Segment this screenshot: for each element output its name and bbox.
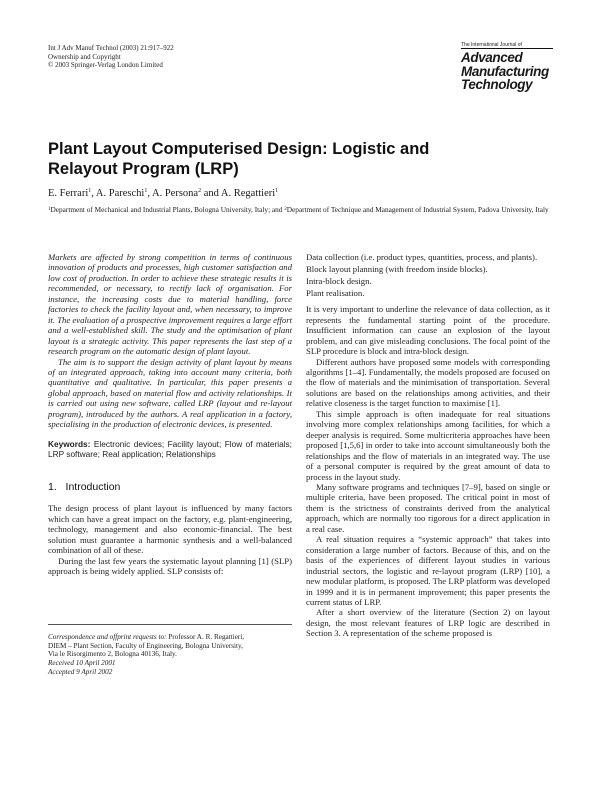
keywords xyxy=(48,439,292,460)
correspondence-name: Professor A. R. Regattieri, xyxy=(166,633,245,641)
keywords-text: Electronic devices; Facility layout; Flow of materials; LRP software; Real application; Relationships xyxy=(48,438,292,459)
affil-text: Department of Mechanical and Industrial Plants, Bologna University, Italy; and xyxy=(50,205,285,214)
affil-sup: 1 xyxy=(48,207,51,212)
body-paragraph: A real situation requires a “systemic approach” that takes into consideration a large number of factors. Because of this, and on the basis of the experiences of different layout studies in various industrial sectors, the logistic and re-layout program (LRP) [10], a new modular platform, is proposed. The LRP platform was developed in 1999 and it is in permanent improvement; this paper presents the current status of LRP. xyxy=(306,534,550,607)
list-item: Intra-block design. xyxy=(306,275,372,286)
author-name: A. Pareschi xyxy=(95,188,145,199)
author-sup: 1 xyxy=(144,188,148,194)
abstract-paragraph: The aim is to support the design activity of plant layout by means of an integrated approach, taking into account many criteria, both quantitative and qualitative. In particular, this paper presents a global approach, based on material flow and activity relationships. It is carried out using new software, called LRP (layout and re-layout program), introduced by the authors. A real application in a factory, specialising in the production of electronic devices, is presented. xyxy=(48,356,292,430)
journal-header xyxy=(48,44,174,70)
author-sup: 1 xyxy=(88,188,92,194)
author-sup: 2 xyxy=(198,188,202,194)
abstract-paragraph: Markets are affected by strong competition in terms of continuous innovation of products and processes, high customer satisfaction and low cost of production. In order to achieve these strategic results it is recommended, or necessary, to rectify lack of organisation. For instance, the increasing costs due to material handling, force factories to check the facility layout and, when necessary, to improve it. The evaluation of a prospective improvement requires a large effort and a well-established skill. The study and the optimisation of plant layout is a strategic activity. This paper represents the last step of a research program on the automatic design of plant layout. xyxy=(48,252,292,357)
section-heading xyxy=(48,481,292,494)
logo-rule xyxy=(461,48,553,49)
author-sup: 1 xyxy=(275,188,279,194)
citation: Int J Adv Manuf Technol (2003) 21:917–922 xyxy=(48,44,174,52)
footnote-rule xyxy=(48,624,292,625)
author-name: A. Regattieri xyxy=(220,188,276,199)
left-column xyxy=(48,252,292,576)
received-date: Received 10 April 2001 xyxy=(48,659,116,668)
keywords-label: Keywords: xyxy=(48,438,91,449)
introduction-body xyxy=(48,503,292,576)
body-paragraph: The design process of plant layout is influenced by many factors which can have a great impact on the factory, e.g. plant-engineering, technology, management and also economic-financial. The best solution must guarantee a harmonic synthesis and a well-balanced combination of all of these. xyxy=(48,503,292,556)
affil-text: Department of Technique and Management of Industrial System, Padova University, Italy xyxy=(286,205,549,214)
logo-word-manufacturing: Manufacturing xyxy=(461,63,549,79)
body-paragraph: This simple approach is often inadequate for real situations involving more complex relationships among facilities, for which a deeper analysis is required. Some multicriteria approaches have been proposed [1,5,6] in order to take into account simultaneously both the relationships and the flow of materials in an integrated way. The use of a personal computer is required by the great amount of data to process in the layout study. xyxy=(306,408,550,482)
body-paragraph: During the last few years the systematic layout planning [1] (SLP) approach is being widely applied. SLP consists of: xyxy=(48,555,292,577)
affiliations xyxy=(48,205,558,214)
body-paragraph: Different authors have proposed some models with corresponding algorithms [1–4]. Fundamentally, the models proposed are focused on the flow of materials and the minimisation of transportation. Several solutions are based on the relationships among activities, and their relative closeness is the target function to maximise [1]. xyxy=(306,356,550,409)
logo-top-line: The International Journal of xyxy=(461,42,522,48)
list-item: Data collection (i.e. product types, quantities, process, and plants). xyxy=(306,252,538,262)
body-paragraph: Many software programs and techniques [7–9], based on single or multiple criteria, have been proposed. The critical point in most of them is the strictness of constraints derived from the analytical approach, which are normally too rigorous for a direct application in a real case. xyxy=(306,482,550,534)
body-paragraph: After a short overview of the literature (Section 2) on layout design, the most relevant features of LRP logic are described in Section 3. A representation of the scheme proposed is xyxy=(306,607,550,639)
accepted-date: Accepted 9 April 2002 xyxy=(48,667,113,676)
logo-word-technology: Technology xyxy=(461,77,533,93)
author-sep: , xyxy=(147,188,152,199)
section-title: Introduction xyxy=(65,481,121,494)
author-sep: and xyxy=(201,188,221,199)
section-number: 1. xyxy=(48,481,57,494)
affil-sup: 2 xyxy=(284,207,287,212)
author-name: E. Ferrari xyxy=(48,188,89,199)
correspondence-footnote xyxy=(48,633,298,677)
list-item: Block layout planning (with freedom inside blocks). xyxy=(306,263,488,274)
copyright-line: © 2003 Springer-Verlag London Limited xyxy=(48,61,163,70)
list-item: Plant realisation. xyxy=(306,287,365,298)
paper-title: Plant Layout Computerised Design: Logistic and Relayout Program (LRP) xyxy=(48,140,430,178)
logo-word-advanced: Advanced xyxy=(461,50,523,66)
correspondence-label: Correspondence and offprint requests to: xyxy=(48,633,167,641)
abstract xyxy=(48,252,292,430)
body-paragraph: It is very important to underline the relevance of data collection, as it represents the fundamental starting point of the procedure. Insufficient information can cause an explosion of the layout problem, and can give misleading conclusions. The focal point of the SLP procedure is block and intra-block design. xyxy=(306,304,550,357)
journal-logo xyxy=(461,42,553,92)
author-sep: , xyxy=(91,188,96,199)
address-line: DIEM – Plant Section, Faculty of Engineering, Bologna University, xyxy=(48,641,243,650)
right-column xyxy=(306,252,550,639)
address-line: Via le Risorgimento 2, Bologna 40136, Italy. xyxy=(48,650,177,659)
author-list xyxy=(48,185,278,200)
ownership-line: Ownership and Copyright xyxy=(48,52,121,61)
author-name: A. Persona xyxy=(151,188,199,199)
